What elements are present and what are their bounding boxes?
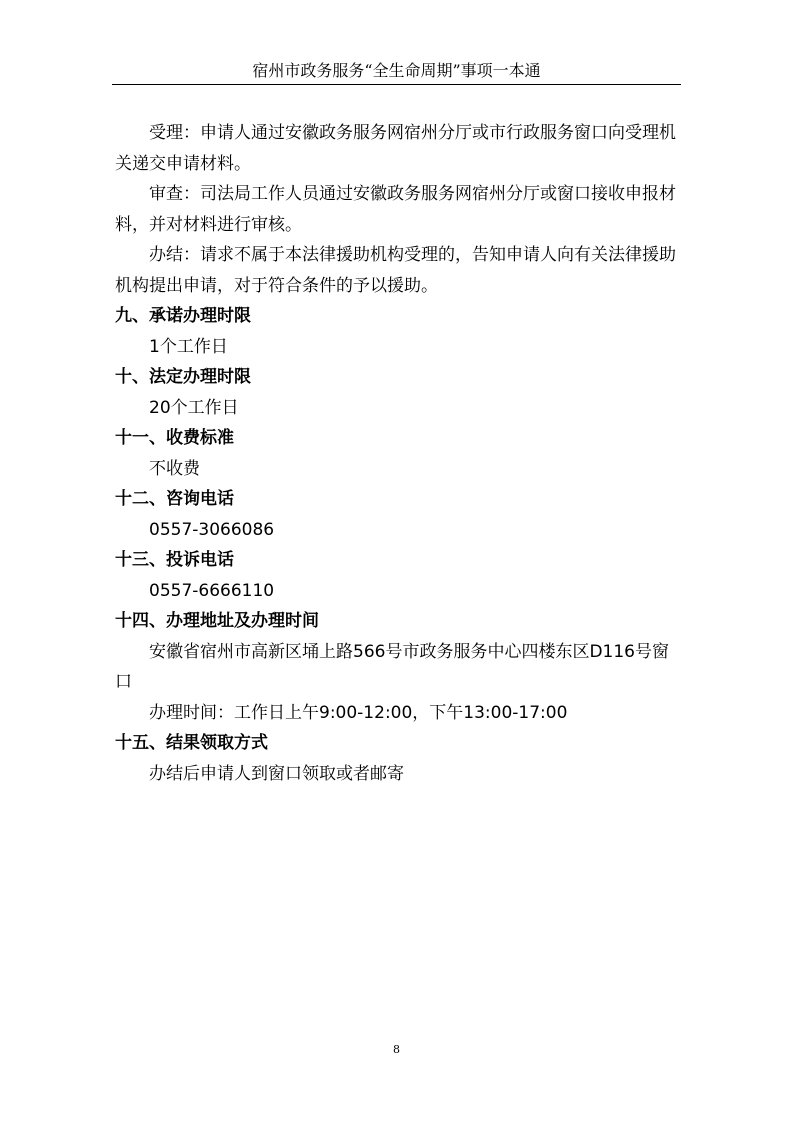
section-value: 办理时间：工作日上午9:00-12:00，下午13:00-17:00 xyxy=(149,702,568,723)
section-heading: 十一、收费标准 xyxy=(115,428,234,448)
section-value: 安徽省宿州市高新区埇上路566号市政务服务中心四楼东区D116号窗口 xyxy=(115,641,669,692)
document-body xyxy=(115,118,685,789)
header-rule xyxy=(112,84,681,85)
page-header: 宿州市政务服务“全生命周期”事项一本通 xyxy=(252,61,541,80)
section-heading: 十五、结果领取方式 xyxy=(115,733,268,753)
section-value: 不收费 xyxy=(149,458,200,479)
page-number: 8 xyxy=(393,1043,400,1056)
section-heading: 十、法定办理时限 xyxy=(115,367,251,387)
paragraph-accept: 受理：申请人通过安徽政务服务网宿州分厅或市行政服务窗口向受理机关递交申请材料。 xyxy=(115,123,676,174)
section-value: 0557-6666110 xyxy=(149,580,275,601)
section-value: 1个工作日 xyxy=(149,336,228,357)
section-heading: 十二、咨询电话 xyxy=(115,489,234,509)
section-value: 20个工作日 xyxy=(149,397,239,418)
paragraph-conclude: 办结：请求不属于本法律援助机构受理的，告知申请人向有关法律援助机构提出申请，对于符合条件的予以援助。 xyxy=(115,245,676,296)
section-heading: 十四、办理地址及办理时间 xyxy=(115,611,319,631)
section-heading: 十三、投诉电话 xyxy=(115,550,234,570)
section-value: 0557-3066086 xyxy=(149,519,275,540)
paragraph-review: 审查：司法局工作人员通过安徽政务服务网宿州分厅或窗口接收申报材料，并对材料进行审核。 xyxy=(115,184,676,235)
section-value: 办结后申请人到窗口领取或者邮寄 xyxy=(149,763,404,784)
section-heading: 九、承诺办理时限 xyxy=(115,306,251,326)
